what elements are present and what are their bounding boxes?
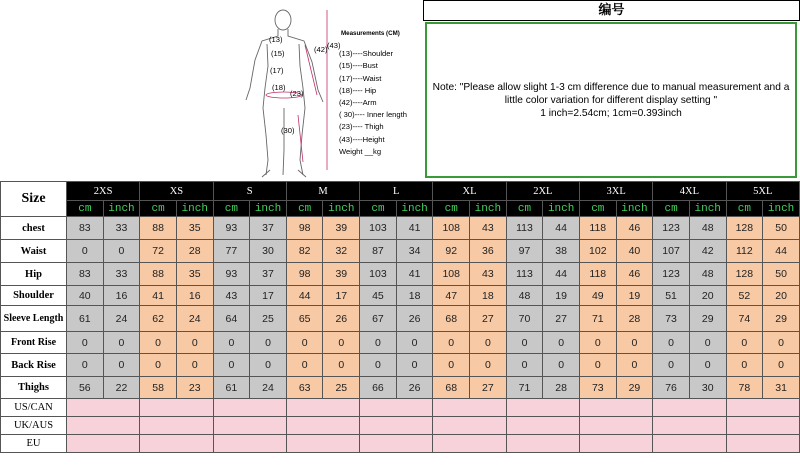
table-cell: 46 xyxy=(616,217,653,240)
table-cell: 25 xyxy=(250,306,287,332)
unit-inch-header: inch xyxy=(396,201,433,217)
table-cell: 0 xyxy=(213,332,250,354)
unit-inch-header: inch xyxy=(176,201,213,217)
table-cell: 0 xyxy=(176,354,213,377)
table-cell: 18 xyxy=(396,286,433,306)
marker-label: (42) xyxy=(314,45,328,54)
table-row xyxy=(1,286,800,306)
unit-inch-header: inch xyxy=(103,201,140,217)
table-cell: 102 xyxy=(579,240,616,263)
unit-cm-header: cm xyxy=(360,201,397,217)
size-column-header: L xyxy=(360,182,433,201)
table-cell: 68 xyxy=(433,306,470,332)
table-row xyxy=(1,354,800,377)
table-cell: 0 xyxy=(103,240,140,263)
region-cell xyxy=(579,435,652,453)
table-cell: 19 xyxy=(543,286,580,306)
table-cell: 31 xyxy=(763,377,800,399)
unit-cm-header: cm xyxy=(286,201,323,217)
table-cell: 42 xyxy=(689,240,726,263)
table-cell: 112 xyxy=(726,240,763,263)
table-cell: 71 xyxy=(506,377,543,399)
table-cell: 0 xyxy=(433,354,470,377)
table-cell: 64 xyxy=(213,306,250,332)
table-cell: 0 xyxy=(360,332,397,354)
legend-item: (43)----Height xyxy=(339,134,385,144)
unit-cm-header: cm xyxy=(67,201,104,217)
table-cell: 72 xyxy=(140,240,177,263)
region-cell xyxy=(360,417,433,435)
table-cell: 39 xyxy=(323,263,360,286)
marker-label: (18) xyxy=(272,83,286,92)
table-cell: 33 xyxy=(103,263,140,286)
table-cell: 52 xyxy=(726,286,763,306)
table-cell: 123 xyxy=(653,217,690,240)
table-cell: 43 xyxy=(470,263,507,286)
table-cell: 0 xyxy=(653,332,690,354)
table-cell: 0 xyxy=(543,354,580,377)
table-cell: 26 xyxy=(323,306,360,332)
table-cell: 30 xyxy=(689,377,726,399)
table-cell: 0 xyxy=(470,332,507,354)
note-box xyxy=(425,22,797,178)
table-cell: 24 xyxy=(176,306,213,332)
table-cell: 44 xyxy=(286,286,323,306)
table-cell: 35 xyxy=(176,217,213,240)
unit-inch-header: inch xyxy=(616,201,653,217)
note-line: 1 inch=2.54cm; 1cm=0.393inch xyxy=(540,107,682,119)
table-cell: 17 xyxy=(250,286,287,306)
table-cell: 0 xyxy=(726,332,763,354)
table-cell: 0 xyxy=(176,332,213,354)
table-cell: 0 xyxy=(470,354,507,377)
table-cell: 0 xyxy=(726,354,763,377)
marker-label: (23) xyxy=(290,89,304,98)
row-label: Front Rise xyxy=(1,332,67,354)
table-cell: 0 xyxy=(323,354,360,377)
table-cell: 50 xyxy=(763,217,800,240)
size-label: Size xyxy=(1,182,67,217)
table-cell: 18 xyxy=(470,286,507,306)
table-cell: 56 xyxy=(67,377,104,399)
legend-heading: Measurements (CM) xyxy=(341,30,400,37)
table-cell: 0 xyxy=(103,354,140,377)
table-cell: 19 xyxy=(616,286,653,306)
region-row xyxy=(1,435,800,453)
table-cell: 45 xyxy=(360,286,397,306)
region-cell xyxy=(360,435,433,453)
table-cell: 87 xyxy=(360,240,397,263)
table-cell: 0 xyxy=(506,354,543,377)
table-cell: 76 xyxy=(653,377,690,399)
table-cell: 118 xyxy=(579,263,616,286)
table-cell: 24 xyxy=(103,306,140,332)
table-cell: 0 xyxy=(67,332,104,354)
table-cell: 0 xyxy=(543,332,580,354)
table-cell: 43 xyxy=(213,286,250,306)
legend-item: (13)----Shoulder xyxy=(339,49,394,59)
table-cell: 108 xyxy=(433,263,470,286)
table-cell: 108 xyxy=(433,217,470,240)
table-cell: 41 xyxy=(396,263,433,286)
table-cell: 40 xyxy=(616,240,653,263)
table-cell: 83 xyxy=(67,263,104,286)
table-cell: 93 xyxy=(213,217,250,240)
measurement-legend xyxy=(339,28,407,158)
table-cell: 17 xyxy=(323,286,360,306)
table-cell: 73 xyxy=(579,377,616,399)
table-cell: 0 xyxy=(360,354,397,377)
unit-cm-header: cm xyxy=(506,201,543,217)
table-cell: 113 xyxy=(506,217,543,240)
region-cell xyxy=(140,435,213,453)
table-cell: 38 xyxy=(543,240,580,263)
region-label: EU xyxy=(1,435,67,453)
table-cell: 27 xyxy=(470,377,507,399)
region-cell xyxy=(579,399,652,417)
table-cell: 92 xyxy=(433,240,470,263)
table-cell: 98 xyxy=(286,217,323,240)
region-cell xyxy=(506,435,579,453)
table-cell: 28 xyxy=(616,306,653,332)
region-cell xyxy=(653,399,726,417)
table-row xyxy=(1,332,800,354)
table-cell: 50 xyxy=(763,263,800,286)
unit-cm-header: cm xyxy=(579,201,616,217)
table-cell: 27 xyxy=(543,306,580,332)
table-cell: 39 xyxy=(323,217,360,240)
table-cell: 44 xyxy=(543,263,580,286)
unit-cm-header: cm xyxy=(726,201,763,217)
row-label: chest xyxy=(1,217,67,240)
table-cell: 48 xyxy=(506,286,543,306)
note-line: little color variation for different display setting " xyxy=(504,94,718,106)
table-cell: 0 xyxy=(579,332,616,354)
table-cell: 0 xyxy=(689,354,726,377)
table-cell: 83 xyxy=(67,217,104,240)
size-chart-table xyxy=(0,181,800,453)
table-cell: 0 xyxy=(140,354,177,377)
table-cell: 48 xyxy=(689,263,726,286)
region-cell xyxy=(653,435,726,453)
table-cell: 29 xyxy=(616,377,653,399)
table-cell: 16 xyxy=(176,286,213,306)
table-cell: 70 xyxy=(506,306,543,332)
table-cell: 37 xyxy=(250,217,287,240)
unit-cm-header: cm xyxy=(213,201,250,217)
size-column-header: M xyxy=(286,182,359,201)
measurement-figure xyxy=(0,0,423,181)
table-cell: 61 xyxy=(213,377,250,399)
table-cell: 68 xyxy=(433,377,470,399)
table-cell: 30 xyxy=(250,240,287,263)
table-row xyxy=(1,306,800,332)
table-cell: 74 xyxy=(726,306,763,332)
size-column-header: 5XL xyxy=(726,182,799,201)
region-cell xyxy=(67,417,140,435)
region-cell xyxy=(433,417,506,435)
table-cell: 128 xyxy=(726,217,763,240)
region-cell xyxy=(286,399,359,417)
legend-item: (18)---- Hip xyxy=(339,85,377,95)
marker-label: (17) xyxy=(270,66,284,75)
unit-cm-header: cm xyxy=(140,201,177,217)
table-cell: 29 xyxy=(689,306,726,332)
unit-inch-header: inch xyxy=(689,201,726,217)
table-cell: 0 xyxy=(506,332,543,354)
table-cell: 23 xyxy=(176,377,213,399)
table-cell: 25 xyxy=(323,377,360,399)
table-cell: 88 xyxy=(140,263,177,286)
size-column-header: 2XS xyxy=(67,182,140,201)
unit-inch-header: inch xyxy=(323,201,360,217)
table-cell: 20 xyxy=(763,286,800,306)
table-cell: 27 xyxy=(470,306,507,332)
table-cell: 103 xyxy=(360,217,397,240)
table-cell: 78 xyxy=(726,377,763,399)
marker-label: (13) xyxy=(269,35,283,44)
table-cell: 40 xyxy=(67,286,104,306)
region-row xyxy=(1,399,800,417)
size-column-header: 2XL xyxy=(506,182,579,201)
table-cell: 44 xyxy=(763,240,800,263)
table-cell: 61 xyxy=(67,306,104,332)
table-cell: 44 xyxy=(543,217,580,240)
table-row xyxy=(1,377,800,399)
region-cell xyxy=(213,435,286,453)
table-row xyxy=(1,263,800,286)
legend-item: (42)----Arm xyxy=(339,98,377,108)
unit-header-row xyxy=(1,201,800,217)
unit-inch-header: inch xyxy=(543,201,580,217)
table-cell: 123 xyxy=(653,263,690,286)
table-cell: 0 xyxy=(616,354,653,377)
unit-cm-header: cm xyxy=(653,201,690,217)
table-cell: 41 xyxy=(140,286,177,306)
row-label: Back Rise xyxy=(1,354,67,377)
table-cell: 24 xyxy=(250,377,287,399)
region-cell xyxy=(579,417,652,435)
region-cell xyxy=(653,417,726,435)
table-cell: 0 xyxy=(653,354,690,377)
legend-item: ( 30)---- Inner length xyxy=(339,110,407,120)
unit-cm-header: cm xyxy=(433,201,470,217)
table-cell: 26 xyxy=(396,306,433,332)
table-cell: 0 xyxy=(433,332,470,354)
table-cell: 36 xyxy=(470,240,507,263)
table-cell: 0 xyxy=(286,354,323,377)
table-cell: 73 xyxy=(653,306,690,332)
table-cell: 47 xyxy=(433,286,470,306)
row-label: Sleeve Length xyxy=(1,306,67,332)
table-cell: 35 xyxy=(176,263,213,286)
table-cell: 28 xyxy=(543,377,580,399)
table-cell: 88 xyxy=(140,217,177,240)
marker-label: (30) xyxy=(281,126,295,135)
table-cell: 49 xyxy=(579,286,616,306)
marker-label: (43) xyxy=(327,41,341,50)
region-row xyxy=(1,417,800,435)
table-cell: 103 xyxy=(360,263,397,286)
row-label: Waist xyxy=(1,240,67,263)
header-area xyxy=(0,0,800,181)
region-cell xyxy=(726,399,799,417)
table-cell: 34 xyxy=(396,240,433,263)
table-cell: 33 xyxy=(103,217,140,240)
region-cell xyxy=(67,435,140,453)
table-cell: 32 xyxy=(323,240,360,263)
table-cell: 41 xyxy=(396,217,433,240)
table-cell: 37 xyxy=(250,263,287,286)
region-cell xyxy=(433,399,506,417)
table-cell: 29 xyxy=(763,306,800,332)
table-cell: 0 xyxy=(396,354,433,377)
table-cell: 16 xyxy=(103,286,140,306)
region-cell xyxy=(506,399,579,417)
region-label: UK/AUS xyxy=(1,417,67,435)
table-cell: 51 xyxy=(653,286,690,306)
table-cell: 0 xyxy=(67,240,104,263)
table-cell: 43 xyxy=(470,217,507,240)
row-label: Hip xyxy=(1,263,67,286)
table-cell: 97 xyxy=(506,240,543,263)
region-cell xyxy=(726,417,799,435)
legend-item: (17)----Waist xyxy=(339,73,382,83)
table-cell: 22 xyxy=(103,377,140,399)
table-cell: 107 xyxy=(653,240,690,263)
legend-item: (23)---- Thigh xyxy=(339,122,384,132)
table-cell: 0 xyxy=(250,332,287,354)
size-header-row xyxy=(1,182,800,201)
region-cell xyxy=(213,399,286,417)
table-cell: 0 xyxy=(396,332,433,354)
note-line: Note: "Please allow slight 1-3 cm difference due to manual measurement and a xyxy=(432,81,790,93)
region-cell xyxy=(140,417,213,435)
region-cell xyxy=(67,399,140,417)
region-cell xyxy=(286,417,359,435)
table-cell: 58 xyxy=(140,377,177,399)
table-cell: 118 xyxy=(579,217,616,240)
region-cell xyxy=(726,435,799,453)
region-cell xyxy=(213,417,286,435)
page-title: 编号 xyxy=(423,0,800,21)
table-cell: 0 xyxy=(763,332,800,354)
table-cell: 63 xyxy=(286,377,323,399)
table-cell: 0 xyxy=(323,332,360,354)
table-cell: 71 xyxy=(579,306,616,332)
table-cell: 0 xyxy=(140,332,177,354)
table-cell: 20 xyxy=(689,286,726,306)
size-column-header: XS xyxy=(140,182,213,201)
table-cell: 0 xyxy=(67,354,104,377)
row-label: Thighs xyxy=(1,377,67,399)
size-column-header: S xyxy=(213,182,286,201)
region-cell xyxy=(286,435,359,453)
region-cell xyxy=(140,399,213,417)
region-label: US/CAN xyxy=(1,399,67,417)
size-column-header: 4XL xyxy=(653,182,726,201)
row-label: Shoulder xyxy=(1,286,67,306)
table-cell: 26 xyxy=(396,377,433,399)
table-cell: 113 xyxy=(506,263,543,286)
table-cell: 0 xyxy=(689,332,726,354)
table-cell: 128 xyxy=(726,263,763,286)
table-cell: 46 xyxy=(616,263,653,286)
legend-item: Weight __kg xyxy=(339,146,382,156)
table-cell: 0 xyxy=(213,354,250,377)
table-cell: 93 xyxy=(213,263,250,286)
table-cell: 0 xyxy=(616,332,653,354)
table-cell: 67 xyxy=(360,306,397,332)
table-row xyxy=(1,240,800,263)
legend-item: (15)----Bust xyxy=(339,61,378,71)
region-cell xyxy=(506,417,579,435)
unit-inch-header: inch xyxy=(250,201,287,217)
table-cell: 98 xyxy=(286,263,323,286)
marker-label: (15) xyxy=(271,49,285,58)
size-column-header: 3XL xyxy=(579,182,652,201)
unit-inch-header: inch xyxy=(470,201,507,217)
region-cell xyxy=(433,435,506,453)
table-cell: 82 xyxy=(286,240,323,263)
region-cell xyxy=(360,399,433,417)
table-cell: 0 xyxy=(250,354,287,377)
table-cell: 0 xyxy=(579,354,616,377)
table-cell: 0 xyxy=(286,332,323,354)
table-cell: 0 xyxy=(103,332,140,354)
size-column-header: XL xyxy=(433,182,506,201)
table-cell: 66 xyxy=(360,377,397,399)
table-cell: 77 xyxy=(213,240,250,263)
unit-inch-header: inch xyxy=(763,201,800,217)
table-cell: 28 xyxy=(176,240,213,263)
table-cell: 65 xyxy=(286,306,323,332)
table-cell: 0 xyxy=(763,354,800,377)
table-cell: 48 xyxy=(689,217,726,240)
table-row xyxy=(1,217,800,240)
table-cell: 62 xyxy=(140,306,177,332)
